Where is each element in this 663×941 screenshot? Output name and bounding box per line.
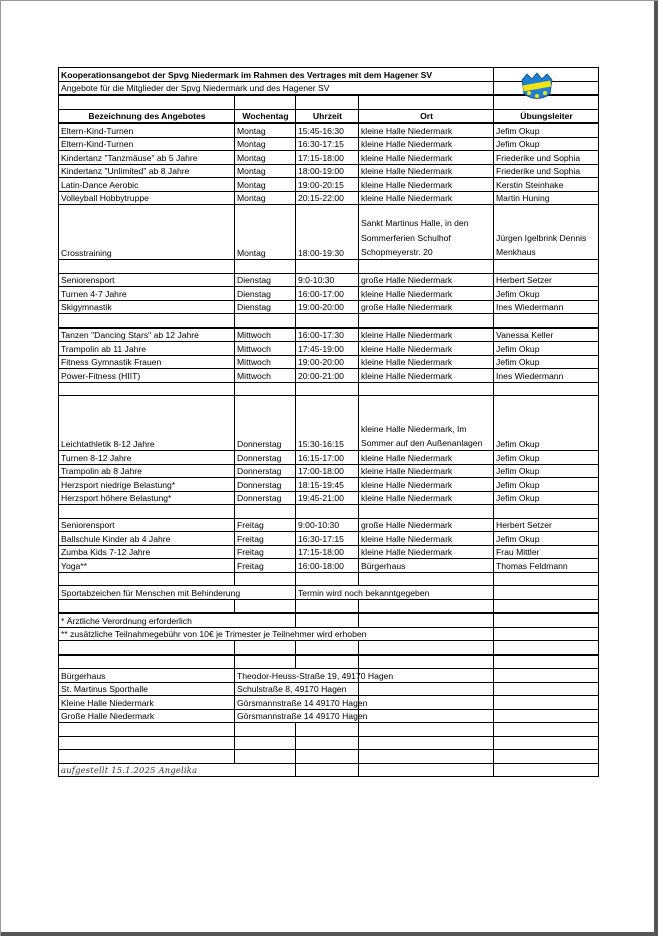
table-row [59,369,599,383]
table-cell: Montag [235,178,296,192]
empty-cell [296,655,359,669]
empty-cell [359,599,494,613]
table-cell: Donnerstag [235,451,296,465]
table-cell: kleine Halle Niedermark [359,123,494,137]
table-cell: Seniorensport [59,518,235,532]
table-cell: Jefim Okup [494,478,599,492]
table-cell: Schulstraße 8, 49170 Hagen [235,682,359,696]
table-cell: Ines Wiedermann [494,300,599,314]
table-cell: Dienstag [235,287,296,301]
table-row [59,572,599,586]
table-cell: Mittwoch [235,369,296,383]
table-row [59,151,599,165]
empty-cell [494,763,599,777]
empty-cell [494,260,599,274]
empty-cell [59,723,235,737]
empty-cell [235,505,296,519]
empty-cell [494,641,599,655]
table-cell: Jefim Okup [494,464,599,478]
table-cell: Mittwoch [235,355,296,369]
table-row [59,205,599,260]
empty-cell [296,750,359,764]
empty-cell [494,599,599,613]
table-cell: kleine Halle Niedermark [359,151,494,165]
empty-cell [494,696,599,710]
empty-cell [235,655,296,669]
table-cell: St. Martinus Sporthalle [59,682,235,696]
empty-cell [494,505,599,519]
table-cell: kleine Halle Niedermark [359,532,494,546]
table-cell: Mittwoch [235,342,296,356]
table-cell: Jefim Okup [494,396,599,451]
column-header: Wochentag [235,109,296,123]
empty-cell [494,709,599,723]
column-header: Ort [359,109,494,123]
signature: aufgestellt 15.1.2025 Angelika [59,763,296,777]
table-cell: Montag [235,164,296,178]
empty-cell [494,655,599,669]
empty-cell [296,382,359,396]
table-cell: Vanessa Keller [494,328,599,342]
table-cell: 19:00-20:15 [296,178,359,192]
page-border-top [0,0,658,1]
table-cell: Montag [235,151,296,165]
table-cell: Görsmannstraße 14 49170 Hagen [235,709,359,723]
table-cell: Jefim Okup [494,287,599,301]
note-row [59,627,599,641]
table-cell: Bürgerhaus [359,559,494,573]
table-cell: Montag [235,123,296,137]
table-row [59,123,599,137]
table-cell: Donnerstag [235,478,296,492]
table-cell: Görsmannstraße 14 49170 Hagen [235,696,359,710]
empty-cell [359,95,494,109]
empty-cell [296,736,359,750]
table-cell: Volleyball Hobbytruppe [59,191,235,205]
empty-cell [59,505,235,519]
table-cell: kleine Halle Niedermark [359,191,494,205]
table-cell: kleine Halle Niedermark, Im Sommer auf den Außenanlagen [359,396,494,451]
table-cell: Crosstraining [59,205,235,260]
table-cell: Jürgen Igelbrink Dennis Menkhaus [494,205,599,260]
empty-cell [494,586,599,600]
table-row [59,300,599,314]
column-header: Uhrzeit [296,109,359,123]
empty-cell [359,572,494,586]
table-cell: 16:00-17:00 [296,287,359,301]
table-row [59,68,599,82]
address-row [59,709,599,723]
table-cell: Dienstag [235,300,296,314]
empty-cell [235,599,296,613]
table-cell: Mittwoch [235,328,296,342]
empty-cell [296,641,359,655]
table-cell: Thomas Feldmann [494,559,599,573]
table-cell: Donnerstag [235,464,296,478]
empty-cell [235,572,296,586]
table-cell: kleine Halle Niedermark [359,545,494,559]
table-row [59,342,599,356]
table-cell: kleine Halle Niedermark [359,137,494,151]
table-row [59,451,599,465]
table-cell: 9:00-10:30 [296,518,359,532]
address-row [59,682,599,696]
column-header: Übungsleiter [494,109,599,123]
footnote: ** zusätzliche Teilnahmegebühr von 10€ je Trimester je Teilnehmer wird erhoben [59,627,494,641]
table-row [59,586,599,600]
table-row [59,723,599,737]
table-cell: Termin wird noch bekanntgegeben [296,586,494,600]
empty-cell [59,750,235,764]
empty-cell [494,669,599,683]
footnote: * Ärztliche Verordnung erforderlich [59,613,296,627]
table-cell: Jefim Okup [494,451,599,465]
empty-cell [359,260,494,274]
table-cell: 18:00-19:30 [296,205,359,260]
empty-cell [59,572,235,586]
table-row [59,355,599,369]
table-cell: Tanzen "Dancing Stars" ab 12 Jahre [59,328,235,342]
table-cell: Kindertanz "Unlimited" ab 8 Jahre [59,164,235,178]
table-row [59,137,599,151]
column-header: Bezeichnung des Angebotes [59,109,235,123]
table-cell: Donnerstag [235,396,296,451]
table-cell: 16:30-17:15 [296,137,359,151]
empty-cell [359,763,494,777]
table-cell: Donnerstag [235,491,296,505]
table-cell: Ballschule Kinder ab 4 Jahre [59,532,235,546]
table-cell: Montag [235,205,296,260]
table-cell: 19:00-20:00 [296,300,359,314]
table-cell: Eltern-Kind-Turnen [59,137,235,151]
table-cell: Seniorensport [59,273,235,287]
table-cell: Trampolin ab 8 Jahre [59,464,235,478]
table-cell: kleine Halle Niedermark [359,328,494,342]
empty-cell [59,655,235,669]
table-cell: Martin Huning [494,191,599,205]
empty-cell [235,736,296,750]
page-border-left [0,0,1,936]
table-cell: 15:45-16:30 [296,123,359,137]
table-cell: 15:30-16:15 [296,396,359,451]
table-cell: Freitag [235,559,296,573]
table-cell: 17:15-18:00 [296,151,359,165]
empty-cell [59,641,235,655]
table-cell: Freitag [235,518,296,532]
table-cell: Freitag [235,532,296,546]
empty-cell [235,314,296,328]
empty-cell [59,382,235,396]
table-cell: kleine Halle Niedermark [359,178,494,192]
address-row [59,696,599,710]
table-cell: Sportabzeichen für Menschen mit Behinderung [59,586,296,600]
table-cell: Herzsport höhere Belastung* [59,491,235,505]
table-cell: kleine Halle Niedermark [359,491,494,505]
table-row [59,178,599,192]
table-row [59,81,599,95]
empty-cell [59,599,235,613]
table-cell: Dienstag [235,273,296,287]
empty-cell [494,613,599,627]
table-cell: kleine Halle Niedermark [359,478,494,492]
table-row [59,518,599,532]
table-row [59,260,599,274]
empty-cell [296,260,359,274]
empty-cell [59,260,235,274]
address-row [59,669,599,683]
table-cell: Frau Mittler [494,545,599,559]
table-cell: Zumba Kids 7-12 Jahre [59,545,235,559]
table-cell: Freitag [235,545,296,559]
table-cell: Jefim Okup [494,123,599,137]
empty-cell [359,709,494,723]
table-cell: Theodor-Heuss-Straße 19, 49170 Hagen [235,669,359,683]
table-cell: 16:15-17:00 [296,451,359,465]
table-cell: Kerstin Steinhake [494,178,599,192]
table-cell: 16:00-17:30 [296,328,359,342]
table-cell: Turnen 8-12 Jahre [59,451,235,465]
table-row [59,273,599,287]
table-cell: 20:00-21:00 [296,369,359,383]
empty-cell [494,382,599,396]
club-logo-icon [520,72,554,102]
empty-cell [359,736,494,750]
table-cell: 17:45-19:00 [296,342,359,356]
empty-cell [359,723,494,737]
table-cell: kleine Halle Niedermark [359,355,494,369]
table-cell: Herbert Setzer [494,518,599,532]
table-row [59,655,599,669]
column-header-row [59,109,599,123]
empty-cell [296,723,359,737]
table-cell: 18:00-19:00 [296,164,359,178]
empty-cell [59,736,235,750]
table-cell: Montag [235,137,296,151]
empty-cell [59,95,235,109]
table-cell: Latin-Dance Aerobic [59,178,235,192]
empty-cell [494,736,599,750]
table-cell: große Halle Niedermark [359,518,494,532]
table-row [59,95,599,109]
empty-cell [359,641,494,655]
table-cell: 19:00-20:00 [296,355,359,369]
table-cell: 19:45-21:00 [296,491,359,505]
empty-cell [235,723,296,737]
table-cell: Friederike und Sophia [494,164,599,178]
empty-cell [235,641,296,655]
table-row [59,491,599,505]
table-row [59,599,599,613]
table-row [59,736,599,750]
table-cell: große Halle Niedermark [359,300,494,314]
table-cell: Montag [235,191,296,205]
empty-cell [494,314,599,328]
table-cell: kleine Halle Niedermark [359,342,494,356]
table-cell: Jefim Okup [494,491,599,505]
table-cell: 16:30-17:15 [296,532,359,546]
table-cell: Jefim Okup [494,355,599,369]
table-cell: Leichtathletik 8-12 Jahre [59,396,235,451]
table-row [59,505,599,519]
table-cell: 18:15-19:45 [296,478,359,492]
table-cell: Bürgerhaus [59,669,235,683]
table-cell: Turnen 4-7 Jahre [59,287,235,301]
table-cell: Yoga** [59,559,235,573]
note-row [59,613,599,627]
table-cell: Skigymnastik [59,300,235,314]
table-row [59,464,599,478]
empty-cell [359,505,494,519]
schedule-table [58,67,599,777]
table-row [59,545,599,559]
table-row [59,382,599,396]
empty-cell [359,314,494,328]
table-cell: kleine Halle Niedermark [359,464,494,478]
table-cell: 16:00-18:00 [296,559,359,573]
table-cell: Jefim Okup [494,137,599,151]
table-row [59,164,599,178]
table-cell: Herbert Setzer [494,273,599,287]
table-row [59,478,599,492]
empty-cell [359,682,494,696]
table-cell: Ines Wiedermann [494,369,599,383]
table-row [59,287,599,301]
document-title: Kooperationsangebot der Spvg Niedermark im Rahmen des Vertrages mit dem Hagener SV [59,68,494,82]
empty-cell [359,696,494,710]
table-cell: Große Halle Niedermark [59,709,235,723]
empty-cell [494,572,599,586]
table-cell: Jefim Okup [494,532,599,546]
table-row [59,532,599,546]
empty-cell [494,723,599,737]
table-cell: Trampolin ab 11 Jahre [59,342,235,356]
table-cell: Herzsport niedrige Belastung* [59,478,235,492]
table-cell: Friederike und Sophia [494,151,599,165]
empty-cell [235,95,296,109]
table-row [59,559,599,573]
table-cell: kleine Halle Niedermark [359,164,494,178]
table-cell: Power-Fitness (HIIT) [59,369,235,383]
table-cell: 17:00-18:00 [296,464,359,478]
table-cell: 9:0-10:30 [296,273,359,287]
empty-cell [296,505,359,519]
table-cell: kleine Halle Niedermark [359,451,494,465]
empty-cell [235,382,296,396]
table-cell: Kleine Halle Niedermark [59,696,235,710]
table-row [59,328,599,342]
table-cell: große Halle Niedermark [359,273,494,287]
empty-cell [235,750,296,764]
empty-cell [296,763,359,777]
signature-row [59,763,599,777]
table-cell: Eltern-Kind-Turnen [59,123,235,137]
empty-cell [235,260,296,274]
table-cell: Kindertanz "Tanzmäuse" ab 5 Jahre [59,151,235,165]
table-cell: 17:15-18:00 [296,545,359,559]
empty-cell [494,682,599,696]
empty-cell [494,627,599,641]
table-row [59,750,599,764]
empty-cell [494,750,599,764]
document-subtitle: Angebote für die Mitglieder der Spvg Niedermark und des Hagener SV [59,81,494,95]
table-cell: kleine Halle Niedermark [359,287,494,301]
empty-cell [296,572,359,586]
empty-cell [296,314,359,328]
table-cell: 20:15-22:00 [296,191,359,205]
empty-cell [59,314,235,328]
empty-cell [296,95,359,109]
table-cell: kleine Halle Niedermark [359,369,494,383]
empty-cell [296,599,359,613]
table-row [59,396,599,451]
empty-cell [359,382,494,396]
table-cell: Fitness Gymnastik Frauen [59,355,235,369]
empty-cell [359,750,494,764]
empty-cell [296,613,359,627]
table-row [59,191,599,205]
table-row [59,314,599,328]
empty-cell [359,655,494,669]
empty-cell [359,613,494,627]
table-row [59,641,599,655]
table-cell: Sankt Martinus Halle, in den Sommerferien Schulhof Schopmeyerstr. 20 [359,205,494,260]
table-cell: Jefim Okup [494,342,599,356]
